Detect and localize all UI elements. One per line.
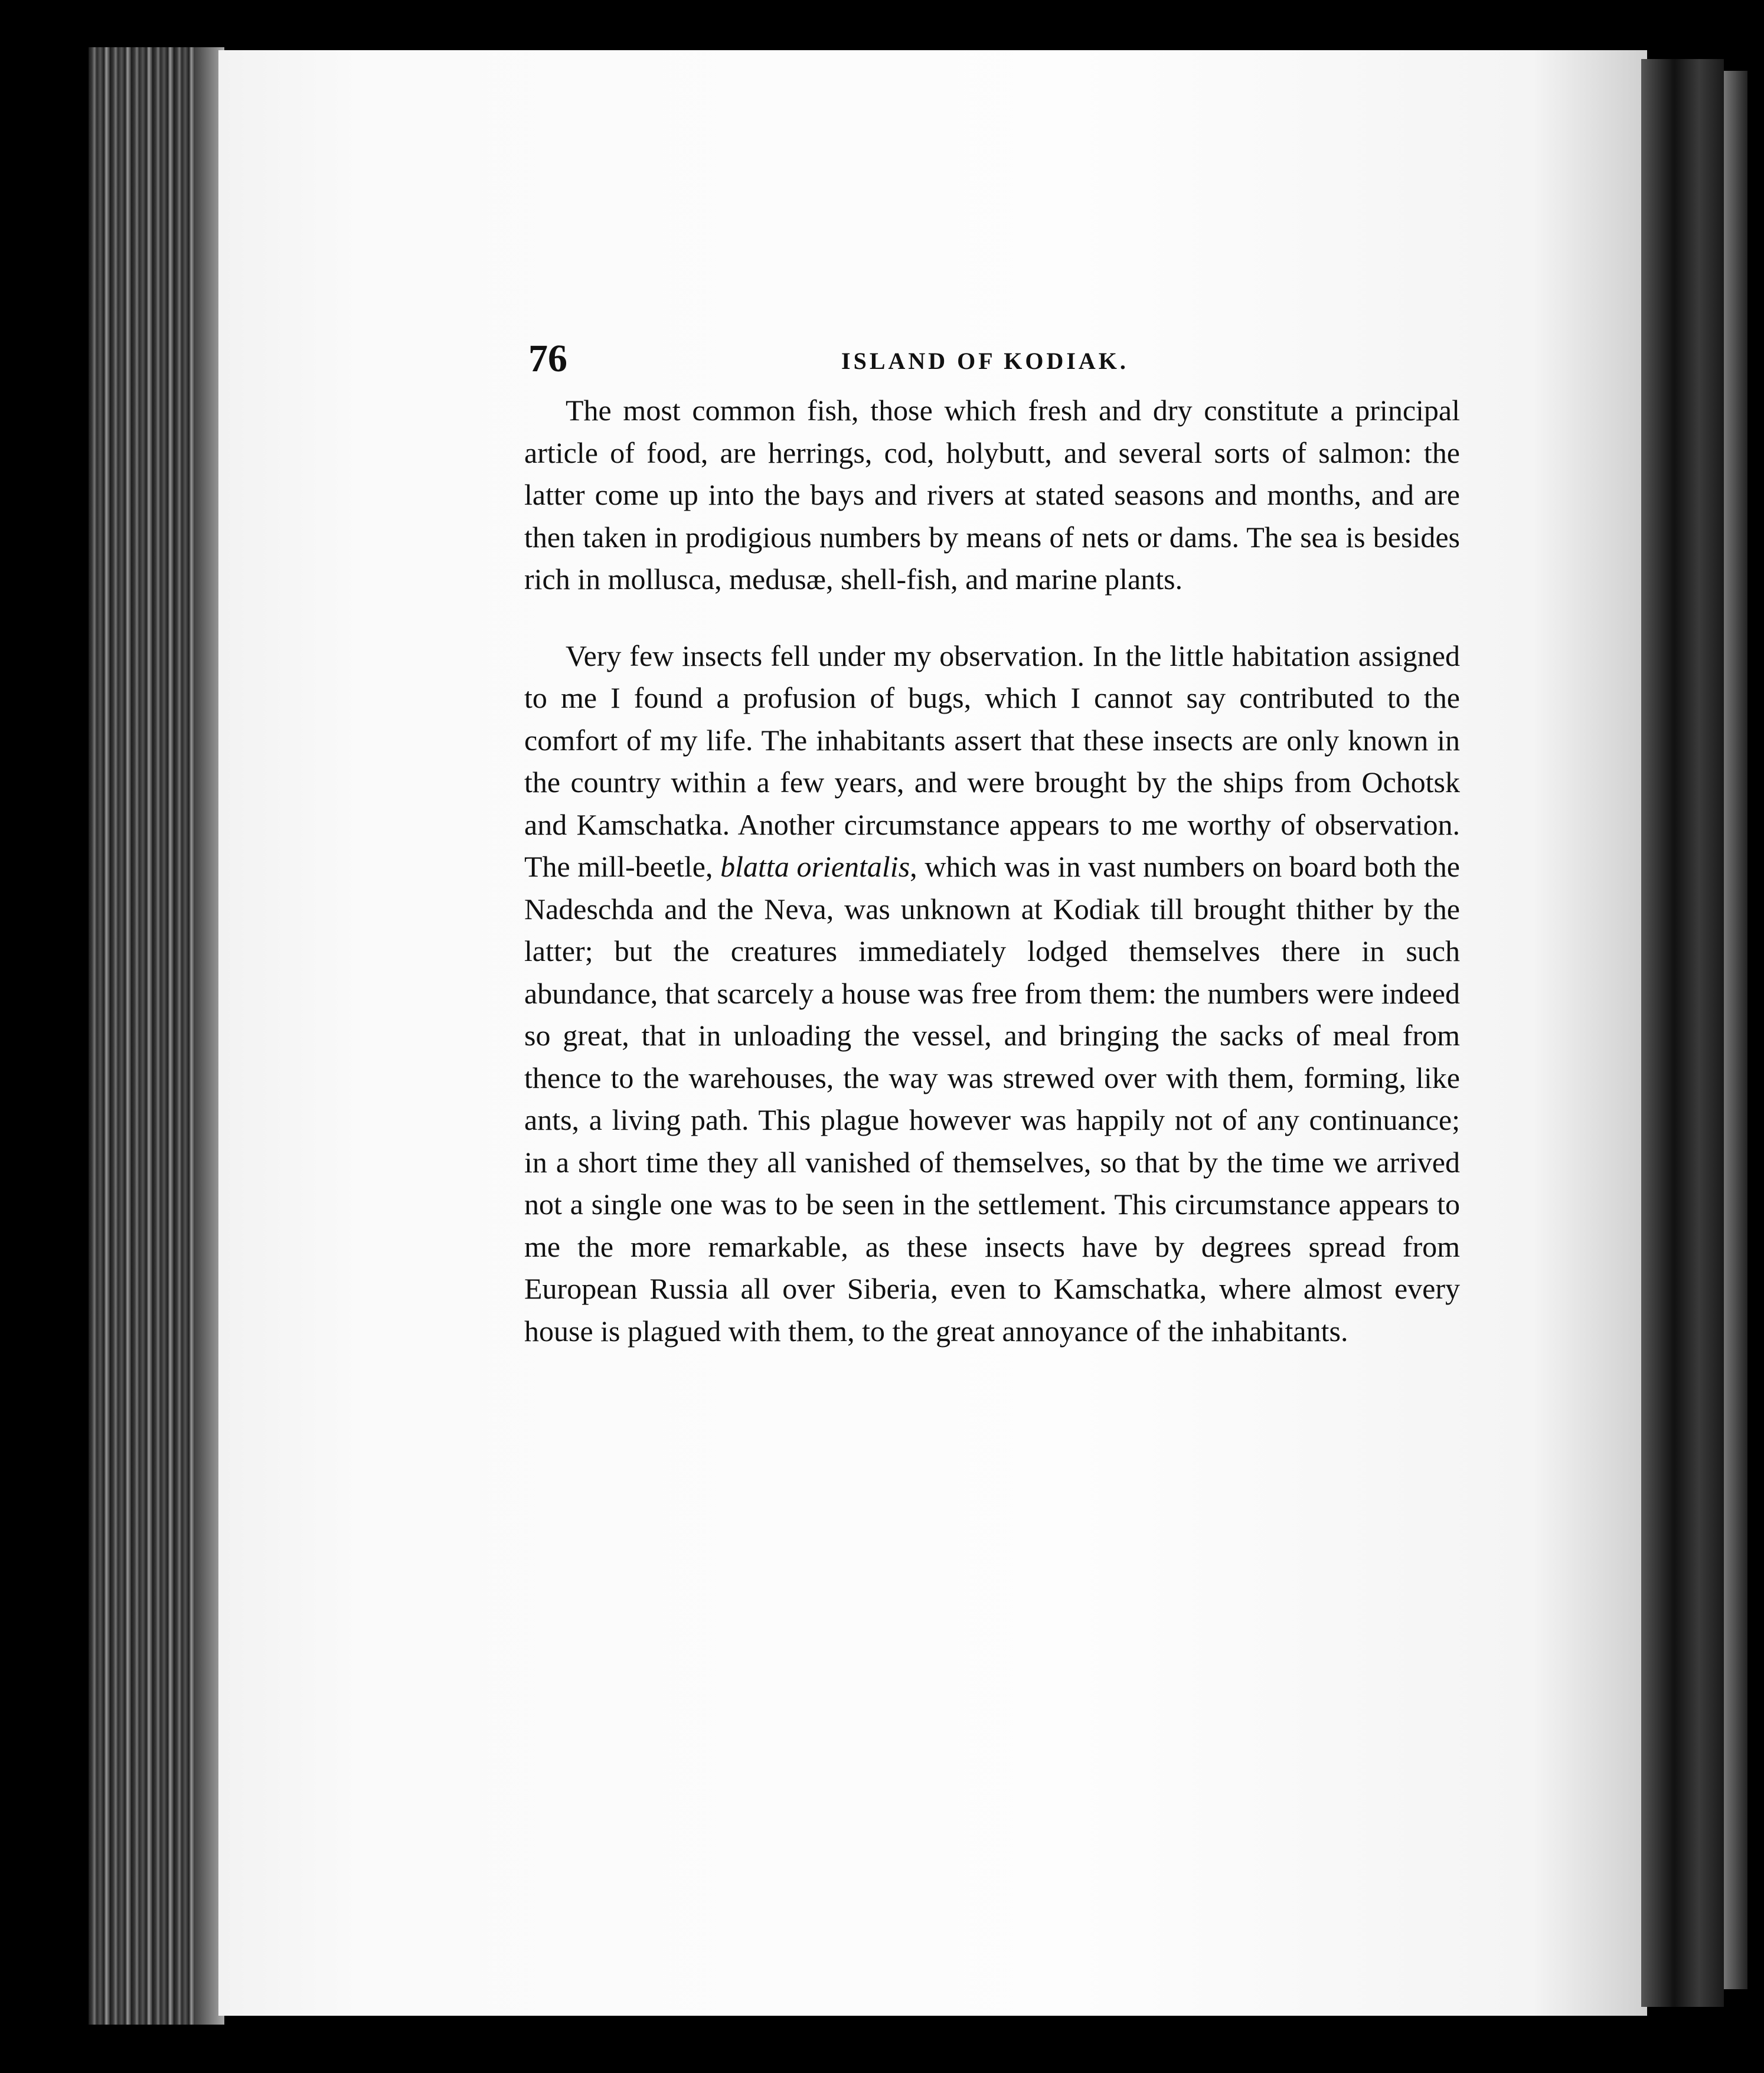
page-header (528, 336, 1461, 390)
page-edge-shadow (1641, 59, 1724, 2007)
page-number: 76 (528, 337, 567, 380)
species-name-italic: blatta orientalis (720, 850, 910, 883)
paragraph-insects-text-after: , which was in vast numbers on board both the Nadeschda and the Neva, was unknown at Kodiak till brought thither by the latter; but the creatures immediately lodged themselves there in such abundance, that scarcely a house was free from them: the numbers were indeed so great, that in unloading the vessel, and bringing the sacks of meal from thence to the warehouses, the way was strewed over with them, forming, like ants, a living path. This plague however was happily not of any continuance; in a short time they all vanished of themselves, so that by the time we arrived not a single one was to be seen in the settlement. This circumstance appears to me the more remarkable, as these insects have by degrees spread from European Russia all over Siberia, even to Kamschatka, where almost every house is plagued with them, to the great annoyance of the inhabitants. (524, 850, 1460, 1348)
paragraph-insects (524, 635, 1460, 1353)
body-text (524, 390, 1460, 1352)
paragraph-insects-text-before: Very few insects fell under my observation. In the little habitation assigned to me I found a profusion of bugs, which I cannot say contributed to the comfort of my life. The inhabitants assert that these insects are only known in the country within a few years, and were brought by the ships from Ochotsk and Kamschatka. Another circumstance appears to me worthy of observation. The mill-beetle, (524, 639, 1460, 883)
next-page-edge (1724, 71, 1747, 1989)
running-head: ISLAND OF KODIAK. (841, 348, 1129, 374)
paragraph-fish: The most common fish, those which fresh and dry constitute a principal article of food, are herrings, cod, holybutt, and several sorts of salmon: the latter come up into the bays and rivers at stated seasons and months, and are then taken in prodigious numbers by means of nets or dams. The sea is besides rich in mollusca, medusæ, shell-fish, and marine plants. (524, 394, 1460, 596)
